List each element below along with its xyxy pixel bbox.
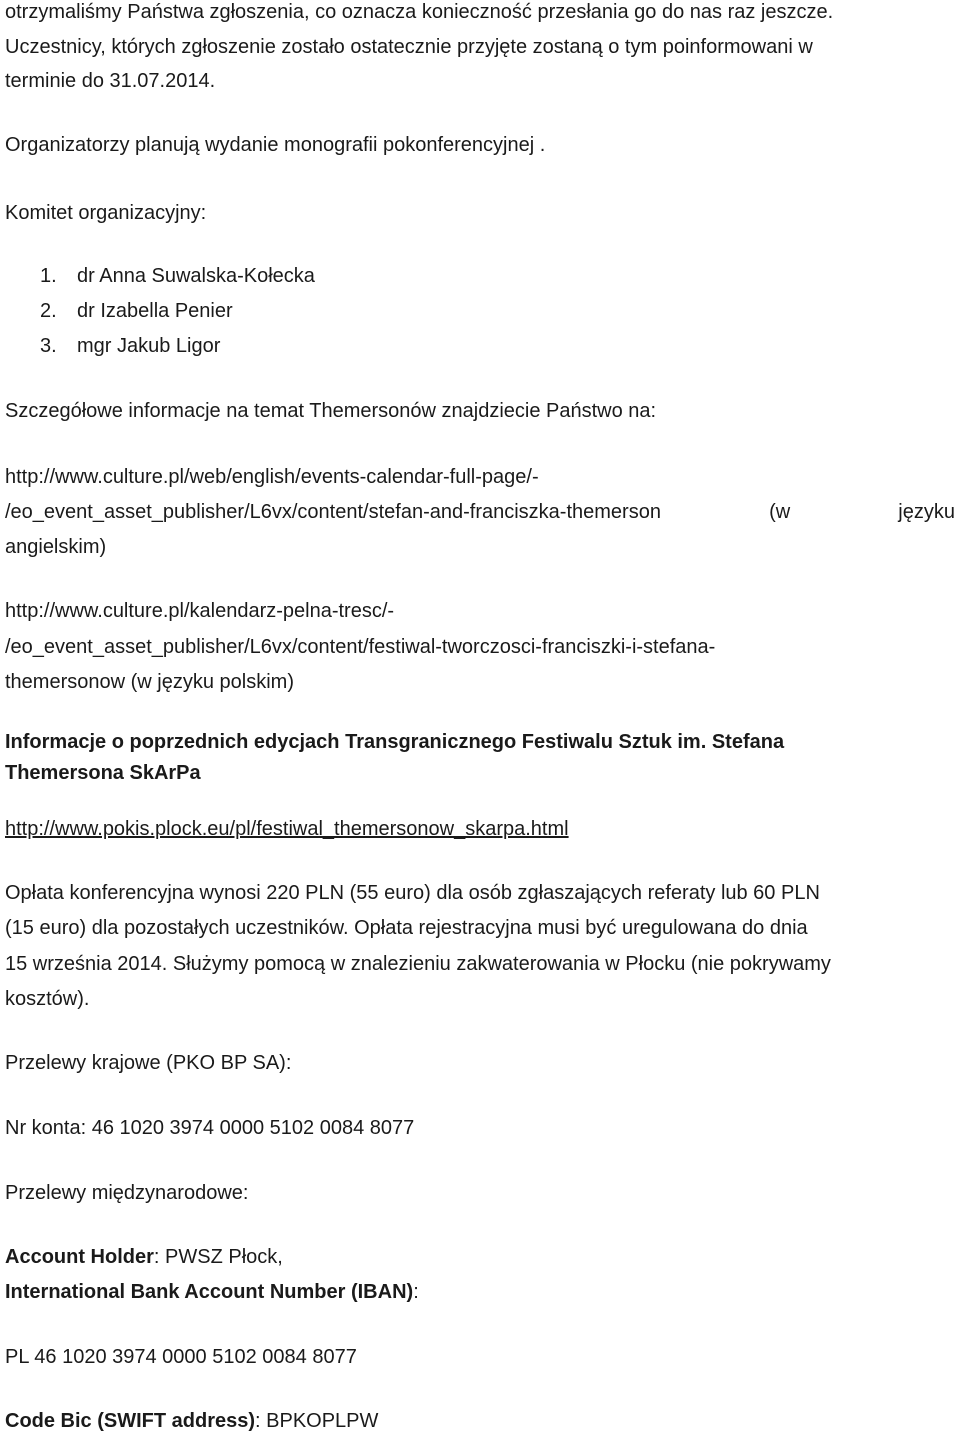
- link-english-line: angielskim): [5, 536, 107, 558]
- details-intro: Szczegółowe informacje na temat Themersonów znajdziecie Państwo na:: [5, 400, 657, 422]
- link-polish-line: themersonow (w języku polskim): [5, 671, 294, 693]
- iban-number: PL 46 1020 3974 0000 5102 0084 8077: [5, 1346, 357, 1368]
- link-english-note: (w: [769, 501, 791, 523]
- link-english-line: http://www.culture.pl/web/english/events-calendar-full-page/-: [5, 466, 539, 488]
- list-text: dr Anna Suwalska-Kołecka: [77, 265, 315, 287]
- international-transfer-heading: Przelewy międzynarodowe:: [5, 1182, 249, 1204]
- list-item: [0, 262, 960, 290]
- domestic-account-number: Nr konta: 46 1020 3974 0000 5102 0084 8077: [5, 1117, 415, 1139]
- list-number: 1.: [40, 265, 57, 287]
- fee-paragraph-line: (15 euro) dla pozostałych uczestników. Opłata rejestracyjna musi być uregulowana do dnia: [5, 917, 808, 939]
- account-holder-label: Account Holder: [5, 1246, 154, 1268]
- link-polish-line: http://www.culture.pl/kalendarz-pelna-tresc/-: [5, 600, 395, 622]
- link-english-url: /eo_event_asset_publisher/L6vx/content/stefan-and-franciszka-themerson: [5, 501, 661, 523]
- paragraph-line: terminie do 31.07.2014.: [5, 70, 216, 92]
- link-polish-line: /eo_event_asset_publisher/L6vx/content/festiwal-tworczosci-franciszki-i-stefana-: [5, 636, 716, 658]
- fee-paragraph-line: kosztów).: [5, 988, 90, 1010]
- link-english-note: języku: [898, 501, 955, 523]
- list-item: [0, 332, 960, 360]
- list-text: mgr Jakub Ligor: [77, 335, 221, 357]
- monograph-note: Organizatorzy planują wydanie monografii pokonferencyjnej .: [5, 134, 546, 156]
- swift-line: [5, 1407, 378, 1435]
- link-english-line: [5, 498, 955, 526]
- account-holder-value: : PWSZ Płock,: [153, 1246, 283, 1268]
- iban-label: International Bank Account Number (IBAN): [5, 1281, 414, 1303]
- fee-paragraph-line: Opłata konferencyjna wynosi 220 PLN (55 euro) dla osób zgłaszających referaty lub 60 PLN: [5, 882, 820, 904]
- list-number: 2.: [40, 300, 57, 322]
- swift-label: Code Bic (SWIFT address): [5, 1410, 256, 1432]
- iban-line: [5, 1278, 419, 1306]
- previous-editions-heading: Themersona SkArPa: [5, 762, 201, 784]
- list-text: dr Izabella Penier: [77, 300, 233, 322]
- domestic-transfer-heading: Przelewy krajowe (PKO BP SA):: [5, 1052, 292, 1074]
- list-item: [0, 297, 960, 325]
- previous-editions-heading: Informacje o poprzednich edycjach Transgranicznego Festiwalu Sztuk im. Stefana: [5, 731, 785, 753]
- committee-heading: Komitet organizacyjny:: [5, 202, 207, 224]
- iban-colon: :: [413, 1281, 419, 1303]
- account-holder-line: [5, 1243, 283, 1271]
- fee-paragraph-line: 15 września 2014. Służymy pomocą w znalezieniu zakwaterowania w Płocku (nie pokrywamy: [5, 953, 831, 975]
- festival-link[interactable]: http://www.pokis.plock.eu/pl/festiwal_themersonow_skarpa.html: [5, 818, 569, 840]
- paragraph-line: Uczestnicy, których zgłoszenie zostało ostatecznie przyjęte zostaną o tym poinformowani w: [5, 36, 813, 58]
- list-number: 3.: [40, 335, 57, 357]
- paragraph-line: otrzymaliśmy Państwa zgłoszenia, co oznacza konieczność przesłania go do nas raz jeszcze.: [5, 1, 834, 23]
- swift-value: : BPKOPLPW: [255, 1410, 379, 1432]
